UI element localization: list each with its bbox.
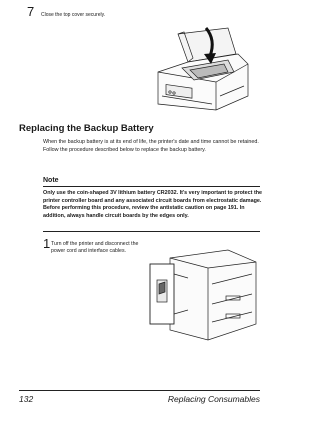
- page-number: 132: [19, 394, 34, 404]
- printer-top-cover-illustration: [148, 24, 253, 114]
- printer-power-switch-illustration: [148, 244, 260, 344]
- section-body: When the backup battery is at its end of life, the printer's date and time cannot be retained. Follow the procedure described below to replace the backup battery.: [43, 139, 259, 153]
- note-bottom-rule: [43, 231, 260, 232]
- step-instruction: Close the top cover securely.: [41, 12, 106, 18]
- chapter-title: Replacing Consumables: [167, 394, 260, 404]
- section-heading: Replacing the Backup Battery: [19, 123, 154, 134]
- step-number: 7: [27, 4, 35, 19]
- footer-rule: [19, 390, 260, 391]
- step-instruction: Turn off the printer and disconnect the power cord and interface cables.: [51, 241, 139, 255]
- step-number: 1: [43, 236, 51, 251]
- note-label: Note: [43, 177, 59, 184]
- note-text: Only use the coin-shaped 3V lithium battery CR2032. It's very important to protect the printer controller board and any associated circuit boards from electrostatic damage. Before performing this procedure, review the antistatic caution on page 191. In addition, always handle circuit boards by the edges only.: [43, 190, 263, 219]
- note-top-rule: [43, 186, 260, 187]
